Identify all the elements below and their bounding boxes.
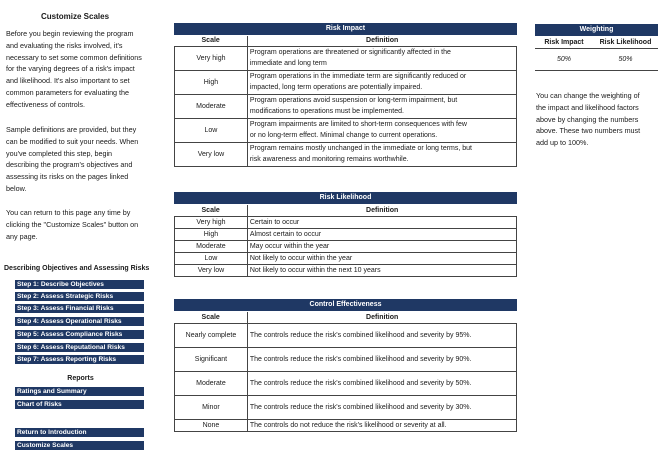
scale-cell: High — [175, 228, 248, 240]
definition-cell: The controls do not reduce the risk's likelihood or severity at all. — [247, 419, 516, 431]
intro-line: necessary to set some common definitions — [6, 52, 142, 62]
scale-cell: Very high — [175, 216, 248, 228]
col-definition: Definition — [247, 312, 516, 323]
def-line: Program operations are threatened or significantly affected in the — [249, 49, 451, 56]
scale-cell: High — [175, 70, 248, 94]
def-line: Program impairments are limited to short-term consequences with few — [249, 121, 467, 128]
scale-cell: Minor — [175, 395, 248, 419]
scale-cell: Low — [175, 252, 248, 264]
def-line: impacted, long term operations are potentially impaired. — [249, 84, 423, 91]
risk-likelihood-header: Risk Likelihood — [174, 192, 517, 204]
def-line: immediate and long term — [249, 60, 327, 67]
col-risk-impact: Risk Impact — [535, 37, 593, 48]
table-row — [175, 94, 517, 118]
scale-cell: Moderate — [175, 240, 248, 252]
likelihood-weight-input[interactable]: 50% — [593, 48, 658, 70]
sample-line: can be modified to suit your needs. When — [6, 136, 139, 146]
step-4-button[interactable]: Step 4: Assess Operational Risks — [15, 317, 144, 327]
table-row — [175, 46, 517, 70]
definition-cell — [247, 70, 516, 94]
return-text — [6, 207, 166, 242]
def-line: Program operations in the immediate term are significantly reduced or — [249, 73, 467, 80]
step-7-button[interactable]: Step 7: Assess Reporting Risks — [15, 355, 144, 365]
return-line: any page. — [6, 231, 38, 241]
risk-impact-header: Risk Impact — [174, 23, 517, 35]
table-row — [175, 118, 517, 142]
step-3-button[interactable]: Step 3: Assess Financial Risks — [15, 304, 144, 314]
note-line: above by changing the numbers — [536, 114, 639, 124]
risk-impact-table — [174, 36, 517, 167]
table-row — [175, 264, 517, 276]
col-definition: Definition — [247, 36, 516, 46]
scale-cell: Low — [175, 118, 248, 142]
sample-line: below. — [6, 183, 27, 193]
col-scale: Scale — [175, 312, 248, 323]
note-line: the impact and likelihood factors — [536, 102, 639, 112]
def-line: or no long-term effect. Minimal change to current operations. — [249, 132, 438, 139]
scale-cell: Nearly complete — [175, 323, 248, 347]
return-line: You can return to this page any time by — [6, 208, 131, 217]
intro-line: and evaluating the risks involved, it's — [6, 40, 123, 50]
note-line: add up to 100%. — [536, 138, 589, 148]
scale-cell: None — [175, 419, 248, 431]
control-effectiveness-table — [174, 312, 517, 432]
definition-cell — [247, 94, 516, 118]
def-line: risk awareness and monitoring remains worthwhile. — [249, 156, 409, 163]
sample-line: Sample definitions are provided, but they — [6, 125, 137, 134]
table-row — [175, 371, 517, 395]
ratings-summary-button[interactable]: Ratings and Summary — [15, 387, 144, 397]
scale-cell: Moderate — [175, 371, 248, 395]
table-row — [175, 70, 517, 94]
impact-weight-input[interactable]: 50% — [535, 48, 593, 70]
table-row — [175, 228, 517, 240]
definition-cell: The controls reduce the risk's combined likelihood and severity by 50%. — [247, 371, 516, 395]
sample-line: assessing its risks on the pages linked — [6, 172, 129, 182]
definition-cell: The controls reduce the risk's combined likelihood and severity by 95%. — [247, 323, 516, 347]
page-title: Customize Scales — [40, 12, 110, 21]
step-1-button[interactable]: Step 1: Describe Objectives — [15, 280, 144, 290]
definition-cell: May occur within the year — [247, 240, 516, 252]
note-line: You can change the weighting of — [536, 91, 640, 100]
customize-scales-button[interactable]: Customize Scales — [15, 441, 144, 451]
table-row — [175, 252, 517, 264]
intro-line: Before you begin reviewing the program — [6, 29, 134, 38]
intro-line: for the varying degrees of a risk's impact — [6, 64, 135, 74]
sample-text — [6, 124, 166, 195]
definition-cell: The controls reduce the risk's combined likelihood and severity by 90%. — [247, 347, 516, 371]
scale-cell: Very high — [175, 46, 248, 70]
sample-line: you've completed this step, begin — [6, 148, 113, 158]
sample-line: describing the program's objectives and — [6, 160, 133, 170]
col-scale: Scale — [175, 36, 248, 46]
scale-cell: Very low — [175, 264, 248, 276]
weighting-note — [536, 90, 664, 149]
table-row — [175, 323, 517, 347]
table-row — [175, 240, 517, 252]
definition-cell: Not likely to occur within the next 10 years — [247, 264, 516, 276]
section-title: Describing Objectives and Assessing Risks — [4, 265, 150, 272]
definition-cell — [247, 142, 516, 166]
col-definition: Definition — [247, 205, 516, 216]
weighting-table — [535, 37, 658, 71]
chart-of-risks-button[interactable]: Chart of Risks — [15, 400, 144, 410]
control-effectiveness-header: Control Effectiveness — [174, 299, 517, 311]
def-line: Program remains mostly unchanged in the immediate or long terms, but — [249, 145, 473, 152]
table-row — [175, 395, 517, 419]
table-row — [175, 216, 517, 228]
scale-cell: Significant — [175, 347, 248, 371]
definition-cell — [247, 46, 516, 70]
table-row — [175, 142, 517, 166]
scale-cell: Very low — [175, 142, 248, 166]
table-row — [175, 419, 517, 431]
col-scale: Scale — [175, 205, 248, 216]
return-intro-button[interactable]: Return to Introduction — [15, 428, 144, 438]
table-row — [175, 347, 517, 371]
reports-title: Reports — [67, 375, 94, 382]
def-line: Program operations avoid suspension or long-term impairment, but — [249, 97, 458, 104]
scale-cell: Moderate — [175, 94, 248, 118]
definition-cell: Almost certain to occur — [247, 228, 516, 240]
step-5-button[interactable]: Step 5: Assess Compliance Risks — [15, 330, 144, 340]
definition-cell: The controls reduce the risk's combined likelihood and severity by 30%. — [247, 395, 516, 419]
step-2-button[interactable]: Step 2: Assess Strategic Risks — [15, 292, 144, 302]
intro-text — [6, 28, 166, 111]
step-6-button[interactable]: Step 6: Assess Reputational Risks — [15, 343, 144, 353]
def-line: modifications to operations must be implemented. — [249, 108, 404, 115]
intro-line: common parameters for evaluating the — [6, 87, 130, 97]
definition-cell: Certain to occur — [247, 216, 516, 228]
note-line: above. These two numbers must — [536, 126, 641, 136]
col-risk-likelihood: Risk Likelihood — [593, 37, 658, 48]
weighting-header: Weighting — [535, 24, 658, 36]
intro-line: and likelihood. It's also important to set — [6, 76, 130, 86]
risk-likelihood-table — [174, 205, 517, 277]
definition-cell — [247, 118, 516, 142]
intro-line: effectiveness of controls. — [6, 99, 85, 109]
return-line: clicking the "Customize Scales" button on — [6, 219, 139, 229]
definition-cell: Not likely to occur within the year — [247, 252, 516, 264]
